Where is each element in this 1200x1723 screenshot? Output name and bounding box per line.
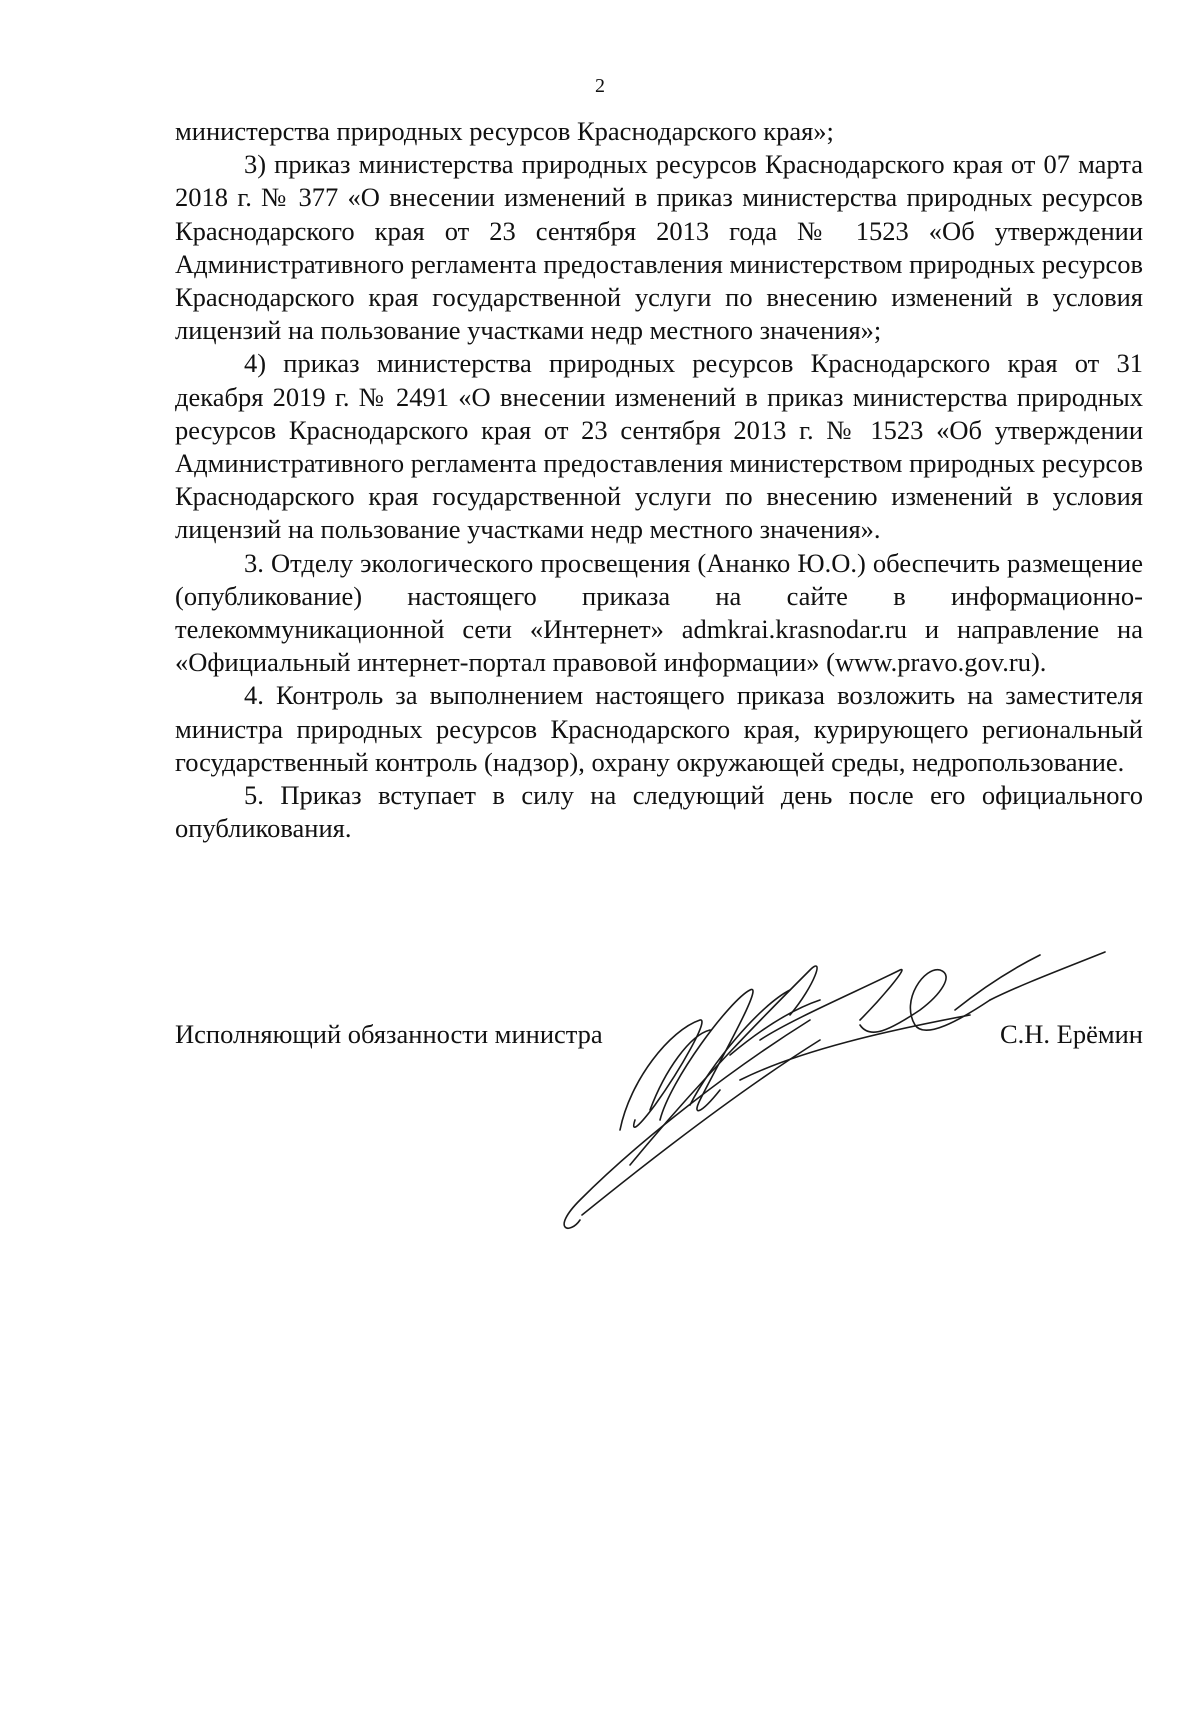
paragraph-clause-3-publication: 3. Отделу экологического просвещения (Ананко Ю.О.) обеспечить размещение (опубликование) настоящего приказа на сайте в информационно-телекоммуникационной сети «Интернет» admkrai.krasnodar.ru и направление на «Официальный интернет-портал правовой информации» (www.pravo.gov.ru). xyxy=(175,547,1143,678)
signer-position: Исполняющий обязанности министра xyxy=(175,1019,603,1049)
page-number: 2 xyxy=(595,75,605,97)
paragraph-clause-5-effect: 5. Приказ вступает в силу на следующий день после его официального опубликования. xyxy=(175,780,1143,844)
paragraph-item-4-order-2491: 4) приказ министерства природных ресурсов Краснодарского края от 31 декабря 2019 г. № 2491 «О внесении изменений в приказ министерства природных ресурсов Краснодарского края от 23 сентября 2013 г. № 1523 «Об утверждении Административного регламента предоставления министерством природных ресурсов Краснодарского края государственной услуги по внесению изменений в условия лицензий на пользование участками недр местного значения». xyxy=(175,348,1143,545)
paragraph-item-3-order-377: 3) приказ министерства природных ресурсов Краснодарского края от 07 марта 2018 г. № 377 «О внесении изменений в приказ министерства природных ресурсов Краснодарского края от 23 сентября 2013 года № 1523 «Об утверждении Административного регламента предоставления министерством природных ресурсов Краснодарского края государственной услуги по внесению изменений в условия лицензий на пользование участками недр местного значения»; xyxy=(175,149,1143,346)
paragraph-clause-4-control: 4. Контроль за выполнением настоящего приказа возложить на заместителя министра природных ресурсов Краснодарского края, курирующего региональный государственный контроль (надзор), охрану окружающей среды, недропользование. xyxy=(175,680,1143,777)
handwritten-signature xyxy=(560,930,1120,1240)
document-body xyxy=(175,115,1143,845)
signer-name: С.Н. Ерёмин xyxy=(999,1019,1143,1049)
paragraph-continuation: министерства природных ресурсов Краснодарского края»; xyxy=(175,116,834,146)
